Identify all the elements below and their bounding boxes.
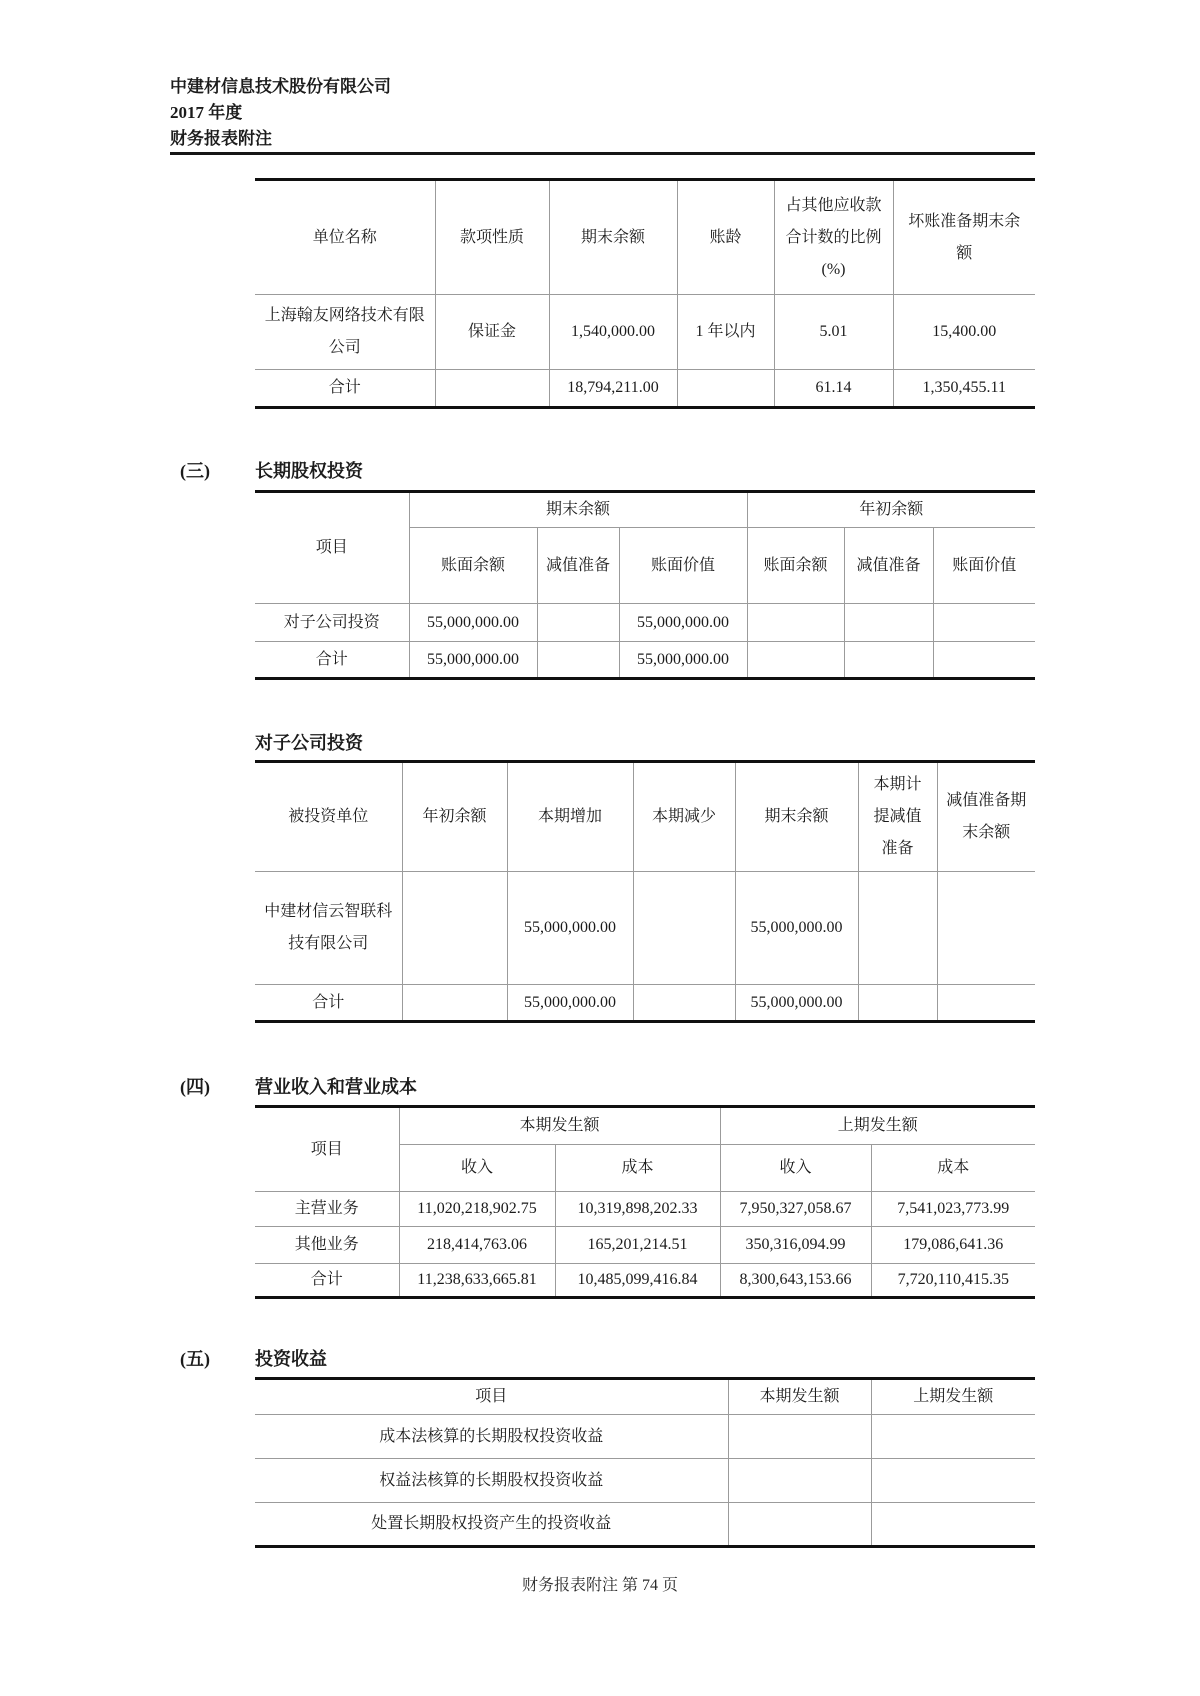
column-header: 期末余额 bbox=[549, 180, 677, 295]
column-header: 项目 bbox=[255, 1107, 399, 1192]
table-cell bbox=[435, 370, 549, 408]
company-name: 中建材信息技术股份有限公司 bbox=[170, 77, 391, 96]
table-row bbox=[255, 1227, 1035, 1264]
table-group-header-row bbox=[255, 492, 1035, 528]
column-header: 单位名称 bbox=[255, 180, 435, 295]
table-cell: 5.01 bbox=[774, 295, 893, 370]
column-group-header: 上期发生额 bbox=[720, 1107, 1035, 1145]
column-header: 账面价值 bbox=[933, 528, 1035, 604]
column-header: 本期计提减值准备 bbox=[858, 762, 937, 872]
column-group-header: 期末余额 bbox=[409, 492, 747, 528]
table-cell bbox=[937, 985, 1035, 1022]
table-cell: 350,316,094.99 bbox=[720, 1227, 871, 1264]
section-title: 投资收益 bbox=[255, 1349, 327, 1369]
table-group-header-row bbox=[255, 1107, 1035, 1145]
column-header: 项目 bbox=[255, 1379, 728, 1415]
column-header: 减值准备 bbox=[537, 528, 619, 604]
table-cell: 11,238,633,665.81 bbox=[399, 1264, 555, 1298]
column-header: 账面价值 bbox=[619, 528, 747, 604]
table-cell bbox=[937, 872, 1035, 985]
table-cell bbox=[871, 1503, 1035, 1547]
table-cell bbox=[728, 1459, 871, 1503]
table-cell bbox=[728, 1415, 871, 1459]
table-row bbox=[255, 1459, 1035, 1503]
table-cell bbox=[933, 642, 1035, 679]
column-header: 项目 bbox=[255, 492, 409, 604]
column-header: 收入 bbox=[720, 1145, 871, 1192]
column-header: 上期发生额 bbox=[871, 1379, 1035, 1415]
table-cell: 15,400.00 bbox=[893, 295, 1035, 370]
table-cell bbox=[844, 642, 933, 679]
table-cell: 权益法核算的长期股权投资收益 bbox=[255, 1459, 728, 1503]
column-header: 账面余额 bbox=[409, 528, 537, 604]
section-heading-5 bbox=[180, 1348, 327, 1370]
report-year: 2017 年度 bbox=[170, 103, 243, 122]
section-heading-3 bbox=[180, 460, 363, 482]
table-cell bbox=[871, 1459, 1035, 1503]
table-cell: 1 年以内 bbox=[677, 295, 774, 370]
table-total-row bbox=[255, 370, 1035, 408]
table-cell: 成本法核算的长期股权投资收益 bbox=[255, 1415, 728, 1459]
table-cell: 7,541,023,773.99 bbox=[871, 1192, 1035, 1227]
table-row bbox=[255, 1415, 1035, 1459]
table-cell bbox=[858, 872, 937, 985]
table-cell: 8,300,643,153.66 bbox=[720, 1264, 871, 1298]
revenue-cost-table bbox=[255, 1105, 1035, 1299]
column-header: 账面余额 bbox=[747, 528, 844, 604]
table-cell: 合计 bbox=[255, 985, 402, 1022]
table-cell bbox=[537, 642, 619, 679]
table-cell bbox=[537, 604, 619, 642]
table-cell: 179,086,641.36 bbox=[871, 1227, 1035, 1264]
section-title: 营业收入和营业成本 bbox=[255, 1077, 417, 1097]
table-cell: 55,000,000.00 bbox=[507, 985, 633, 1022]
table-total-row bbox=[255, 985, 1035, 1022]
column-header: 减值准备期末余额 bbox=[937, 762, 1035, 872]
table-cell: 18,794,211.00 bbox=[549, 370, 677, 408]
table-total-row bbox=[255, 642, 1035, 679]
table-cell: 1,540,000.00 bbox=[549, 295, 677, 370]
table-cell: 对子公司投资 bbox=[255, 604, 409, 642]
table-header-row bbox=[255, 180, 1035, 295]
table-cell: 55,000,000.00 bbox=[409, 604, 537, 642]
header-divider bbox=[170, 152, 1035, 155]
column-header: 款项性质 bbox=[435, 180, 549, 295]
table-cell: 合计 bbox=[255, 370, 435, 408]
section-title: 长期股权投资 bbox=[255, 461, 363, 481]
table-row bbox=[255, 1503, 1035, 1547]
table-cell: 10,485,099,416.84 bbox=[555, 1264, 720, 1298]
column-header: 年初余额 bbox=[402, 762, 507, 872]
column-header: 坏账准备期末余额 bbox=[893, 180, 1035, 295]
column-header: 被投资单位 bbox=[255, 762, 402, 872]
other-receivables-table bbox=[255, 178, 1035, 409]
table-cell bbox=[871, 1415, 1035, 1459]
table-row bbox=[255, 295, 1035, 370]
table-cell: 主营业务 bbox=[255, 1192, 399, 1227]
table-cell: 11,020,218,902.75 bbox=[399, 1192, 555, 1227]
table-cell: 10,319,898,202.33 bbox=[555, 1192, 720, 1227]
column-header: 成本 bbox=[871, 1145, 1035, 1192]
table-cell: 合计 bbox=[255, 1264, 399, 1298]
table-cell: 7,950,327,058.67 bbox=[720, 1192, 871, 1227]
section-label: (三) bbox=[180, 461, 210, 481]
table-cell: 218,414,763.06 bbox=[399, 1227, 555, 1264]
column-header: 本期增加 bbox=[507, 762, 633, 872]
table-cell: 中建材信云智联科技有限公司 bbox=[255, 872, 402, 985]
table-cell: 55,000,000.00 bbox=[507, 872, 633, 985]
table-header-row bbox=[255, 1379, 1035, 1415]
column-header: 期末余额 bbox=[735, 762, 858, 872]
column-header: 本期减少 bbox=[633, 762, 735, 872]
table-header-row bbox=[255, 762, 1035, 872]
table-cell: 处置长期股权投资产生的投资收益 bbox=[255, 1503, 728, 1547]
table-cell bbox=[402, 985, 507, 1022]
table-cell bbox=[747, 604, 844, 642]
subsidiary-investment-table bbox=[255, 760, 1035, 1023]
table-cell: 55,000,000.00 bbox=[619, 642, 747, 679]
column-group-header: 年初余额 bbox=[747, 492, 1035, 528]
table-cell: 55,000,000.00 bbox=[735, 985, 858, 1022]
section-label: (五) bbox=[180, 1349, 210, 1369]
table-cell: 55,000,000.00 bbox=[409, 642, 537, 679]
page-footer-text: 财务报表附注 第 74 页 bbox=[521, 1577, 678, 1594]
table-total-row bbox=[255, 1264, 1035, 1298]
document-header bbox=[170, 74, 1035, 152]
subsection-title: 对子公司投资 bbox=[255, 733, 363, 753]
table-cell bbox=[844, 604, 933, 642]
column-header: 本期发生额 bbox=[728, 1379, 871, 1415]
column-group-header: 本期发生额 bbox=[399, 1107, 720, 1145]
table-cell: 55,000,000.00 bbox=[735, 872, 858, 985]
table-cell bbox=[858, 985, 937, 1022]
table-row bbox=[255, 872, 1035, 985]
column-header: 成本 bbox=[555, 1145, 720, 1192]
table-cell: 165,201,214.51 bbox=[555, 1227, 720, 1264]
table-row bbox=[255, 604, 1035, 642]
section-heading-4 bbox=[180, 1076, 417, 1098]
page-footer bbox=[0, 1572, 1200, 1595]
table-cell bbox=[633, 872, 735, 985]
report-title: 财务报表附注 bbox=[170, 129, 272, 148]
table-cell: 1,350,455.11 bbox=[893, 370, 1035, 408]
column-header: 减值准备 bbox=[844, 528, 933, 604]
investment-income-table bbox=[255, 1377, 1035, 1548]
table-cell bbox=[402, 872, 507, 985]
column-header: 账龄 bbox=[677, 180, 774, 295]
column-header: 占其他应收款合计数的比例(%) bbox=[774, 180, 893, 295]
table-cell bbox=[677, 370, 774, 408]
long-term-equity-table bbox=[255, 490, 1035, 680]
column-header: 收入 bbox=[399, 1145, 555, 1192]
table-cell: 上海翰友网络技术有限公司 bbox=[255, 295, 435, 370]
table-cell: 合计 bbox=[255, 642, 409, 679]
table-cell bbox=[728, 1503, 871, 1547]
table-cell: 55,000,000.00 bbox=[619, 604, 747, 642]
section-label: (四) bbox=[180, 1077, 210, 1097]
table-cell: 7,720,110,415.35 bbox=[871, 1264, 1035, 1298]
table-cell: 其他业务 bbox=[255, 1227, 399, 1264]
table-cell: 保证金 bbox=[435, 295, 549, 370]
table-cell bbox=[747, 642, 844, 679]
table-cell bbox=[933, 604, 1035, 642]
table-cell bbox=[633, 985, 735, 1022]
table-cell: 61.14 bbox=[774, 370, 893, 408]
table-row bbox=[255, 1192, 1035, 1227]
